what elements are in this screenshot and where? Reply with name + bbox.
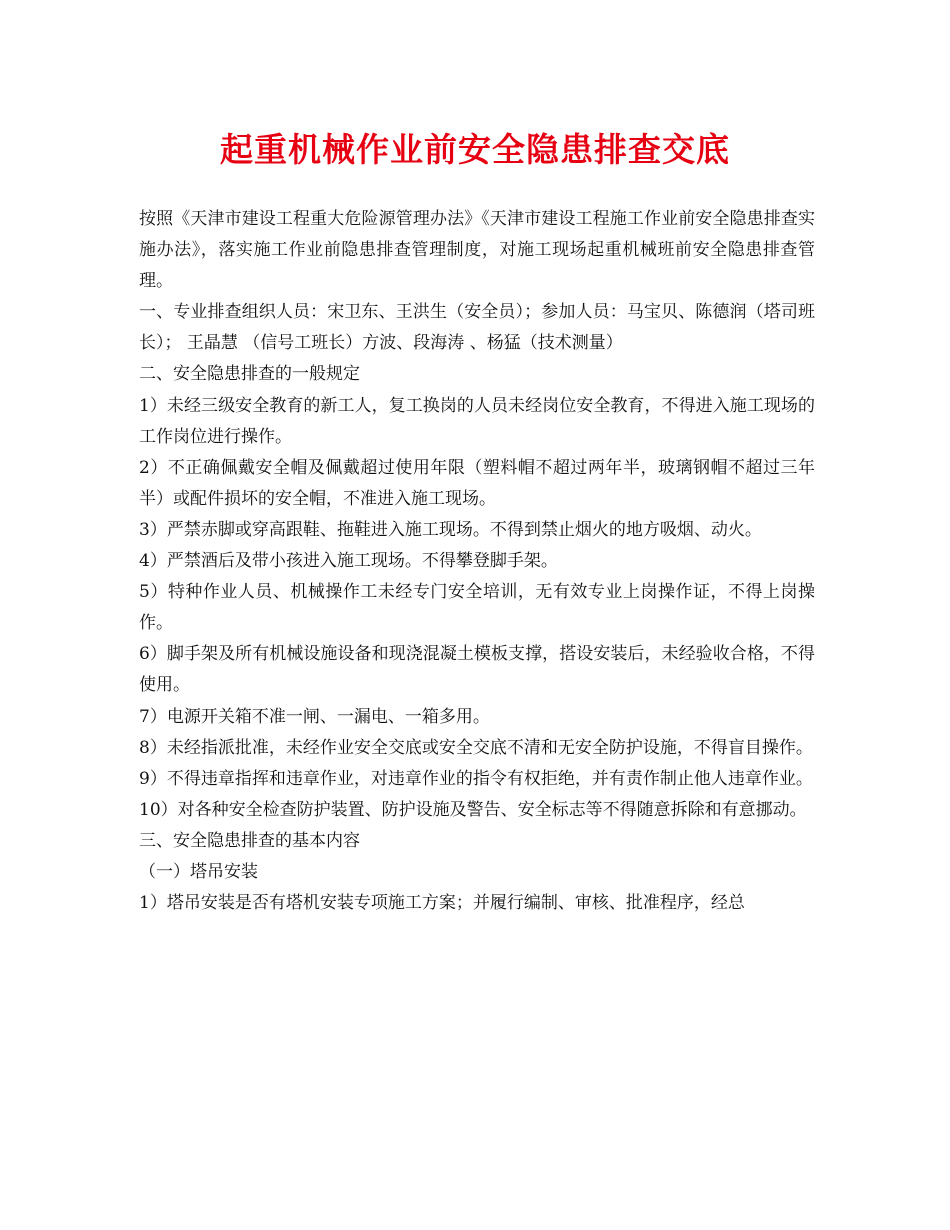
intro-paragraph: 按照《天津市建设工程重大危险源管理办法》《天津市建设工程施工作业前安全隐患排查实施办法》，落实施工作业前隐患排查管理制度，对施工现场起重机械班前安全隐患排查管理。	[139, 209, 815, 292]
section-3-heading: 三、安全隐患排查的基本内容	[139, 830, 360, 851]
rule-item-2: 2）不正确佩戴安全帽及佩戴超过使用年限（塑料帽不超过两年半，玻璃钢帽不超过三年半）或配件损坏的安全帽，不准进入施工现场。	[139, 457, 815, 509]
rule-item-6: 6）脚手架及所有机械设施设备和现浇混凝土模板支撑，搭设安装后，未经验收合格，不得使用。	[139, 644, 815, 696]
subsection-tower-crane-installation: （一）塔吊安装	[139, 861, 258, 882]
rule-item-1: 1）未经三级安全教育的新工人，复工换岗的人员未经岗位安全教育，不得进入施工现场的工作岗位进行操作。	[139, 395, 815, 447]
section-1-personnel: 一、专业排查组织人员：宋卫东、王洪生（安全员）；参加人员：马宝贝、陈德润（塔司班长）； 王晶慧 （信号工班长）方波、段海涛 、杨猛（技术测量）	[139, 302, 815, 354]
document-body	[139, 204, 815, 919]
rule-item-9: 9）不得违章指挥和违章作业，对违章作业的指令有权拒绝，并有责作制止他人违章作业。	[139, 768, 813, 789]
tower-crane-item-1: 1）塔吊安装是否有塔机安装专项施工方案；并履行编制、审核、批准程序，经总	[139, 893, 745, 914]
rule-item-4: 4）严禁酒后及带小孩进入施工现场。不得攀登脚手架。	[139, 551, 558, 572]
rule-item-5: 5）特种作业人员、机械操作工未经专门安全培训，无有效专业上岗操作证，不得上岗操作。	[139, 582, 815, 634]
section-2-heading: 二、安全隐患排查的一般规定	[139, 364, 360, 385]
rule-item-8: 8）未经指派批准，未经作业安全交底或安全交底不清和无安全防护设施，不得盲目操作。	[139, 737, 813, 758]
document-title: 起重机械作业前安全隐患排查交底	[220, 130, 730, 169]
rule-item-3: 3）严禁赤脚或穿高跟鞋、拖鞋进入施工现场。不得到禁止烟火的地方吸烟、动火。	[139, 519, 762, 540]
rule-item-10: 10）对各种安全检查防护装置、防护设施及警告、安全标志等不得随意拆除和有意挪动。	[139, 799, 807, 820]
rule-item-7: 7）电源开关箱不准一闸、一漏电、一箱多用。	[139, 706, 490, 727]
